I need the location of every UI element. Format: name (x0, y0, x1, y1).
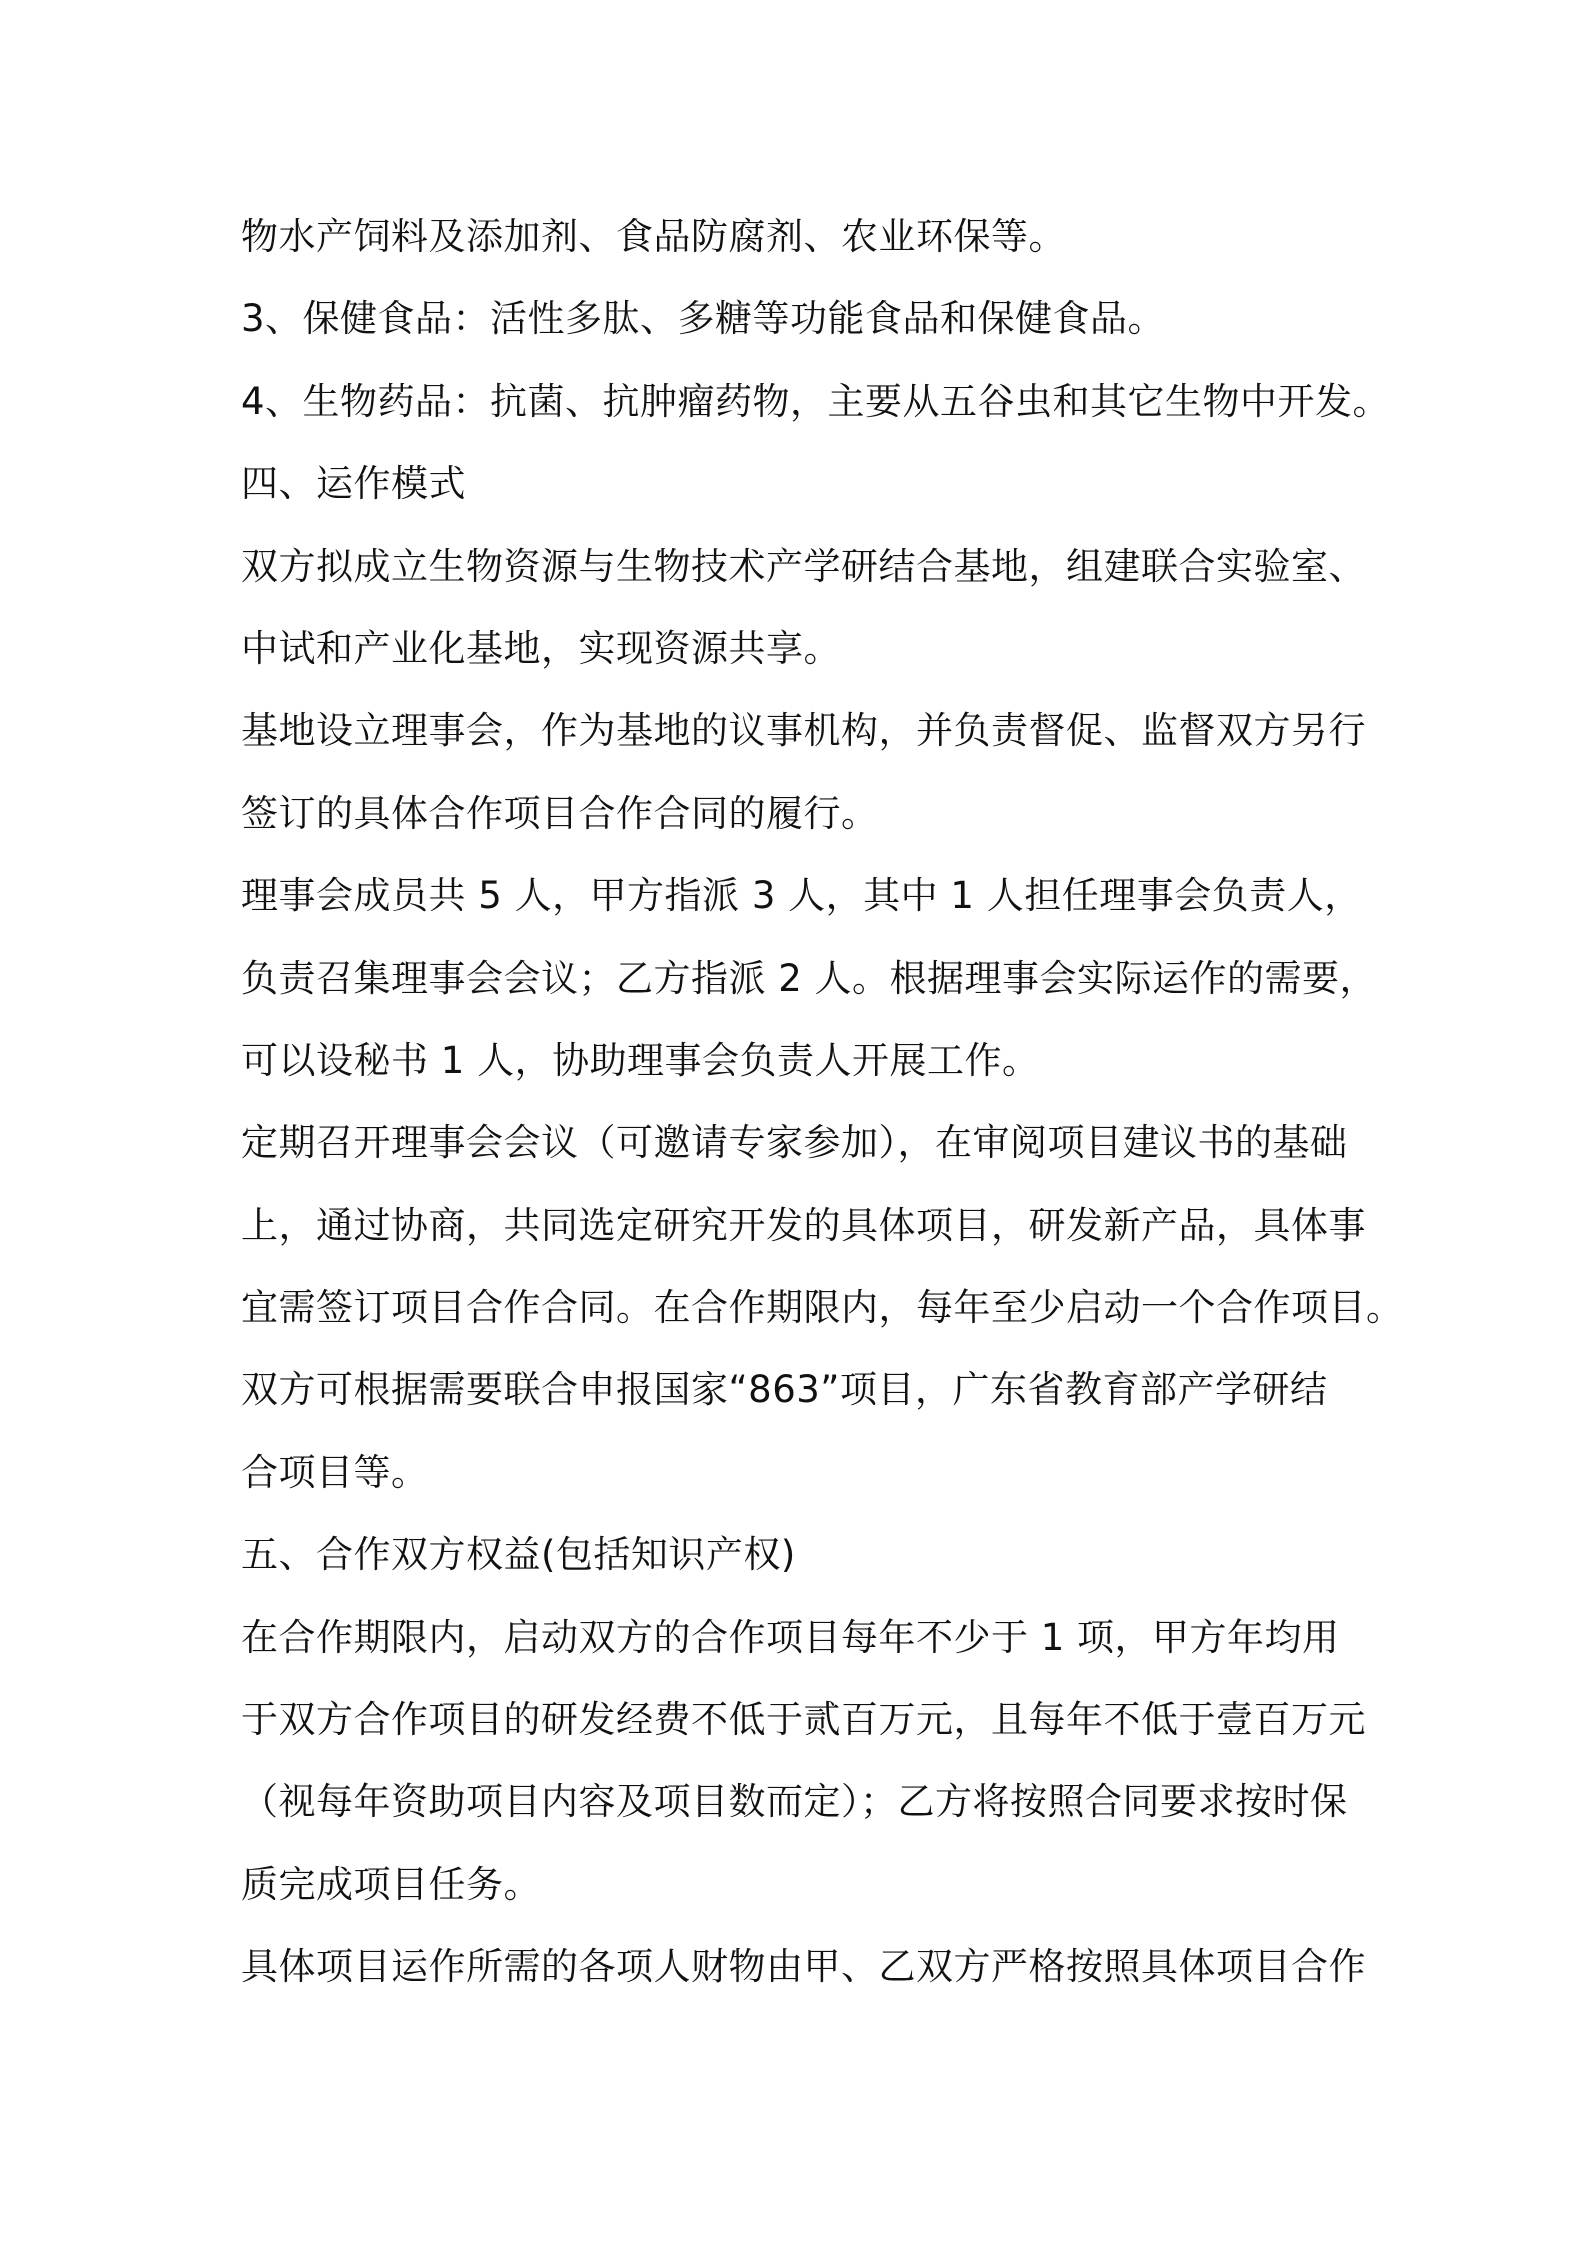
text-line: 上，通过协商，共同选定研究开发的具体项目，研发新产品，具体事 (241, 1203, 1366, 1247)
section-heading-rights: 五、合作双方权益(包括知识产权) (241, 1533, 796, 1577)
section-heading-operation-mode: 四、运作模式 (241, 462, 466, 506)
text-line: 可以设秘书 1 人，协助理事会负责人开展工作。 (241, 1038, 1040, 1082)
text-line: 双方可根据需要联合申报国家“863”项目，广东省教育部产学研结 (241, 1368, 1328, 1412)
text-line: 定期召开理事会会议（可邀请专家参加），在审阅项目建议书的基础 (241, 1121, 1348, 1165)
text-line: 中试和产业化基地，实现资源共享。 (241, 626, 841, 670)
text-line: 负责召集理事会会议；乙方指派 2 人。根据理事会实际运作的需要， (241, 956, 1378, 1000)
text-line: 具体项目运作所需的各项人财物由甲、乙双方严格按照具体项目合作 (241, 1945, 1366, 1989)
text-line: 基地设立理事会，作为基地的议事机构，并负责督促、监督双方另行 (241, 709, 1366, 753)
text-line: 双方拟成立生物资源与生物技术产学研结合基地，组建联合实验室、 (241, 544, 1366, 588)
text-line: 于双方合作项目的研发经费不低于贰百万元，且每年不低于壹百万元 (241, 1698, 1366, 1742)
list-item-health-food: 3、保健食品：活性多肽、多糖等功能食品和保健食品。 (241, 297, 1166, 341)
text-line: 宜需签订项目合作合同。在合作期限内，每年至少启动一个合作项目。 (241, 1286, 1404, 1330)
document-body (241, 196, 1404, 2009)
text-line: 理事会成员共 5 人，甲方指派 3 人，其中 1 人担任理事会负责人， (241, 874, 1362, 918)
text-line: （视每年资助项目内容及项目数而定）；乙方将按照合同要求按时保 (241, 1780, 1348, 1824)
text-line: 物水产饲料及添加剂、食品防腐剂、农业环保等。 (241, 215, 1066, 258)
text-line: 质完成项目任务。 (241, 1862, 541, 1906)
text-line: 合项目等。 (241, 1450, 429, 1494)
text-line: 在合作期限内，启动双方的合作项目每年不少于 1 项，甲方年均用 (241, 1615, 1340, 1659)
text-line: 签订的具体合作项目合作合同的履行。 (241, 791, 879, 835)
list-item-bio-drugs: 4、生物药品：抗菌、抗肿瘤药物，主要从五谷虫和其它生物中开发。 (241, 379, 1391, 423)
